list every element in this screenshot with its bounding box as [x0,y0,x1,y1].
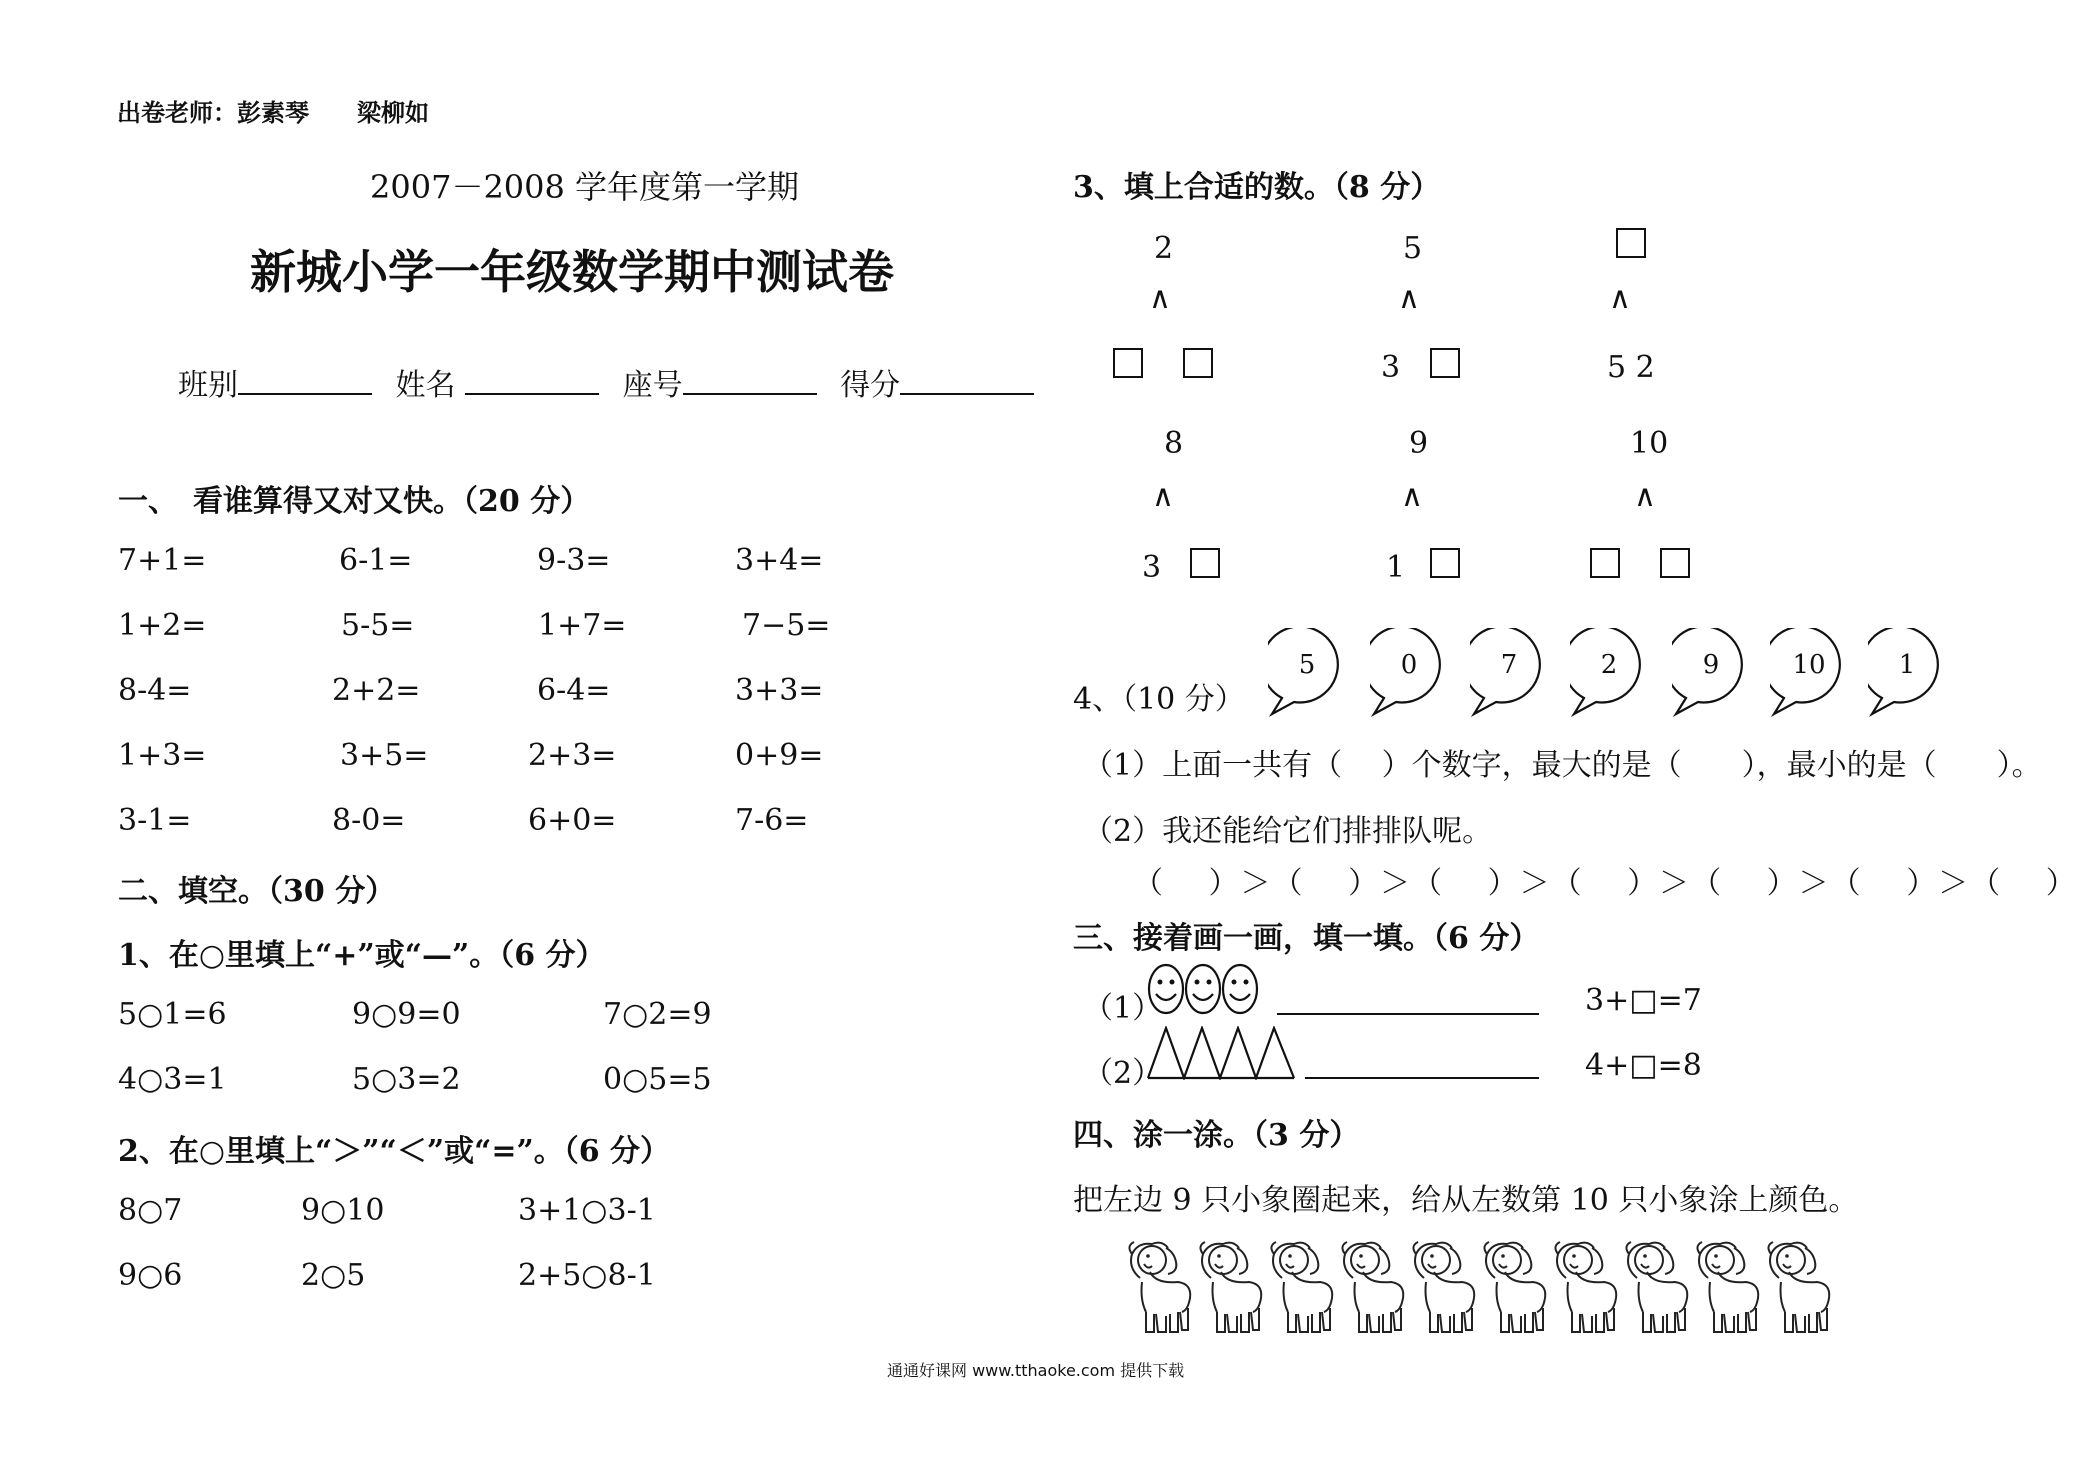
q2-item: 2+5○8-1 [518,1258,656,1293]
answer-box[interactable] [1190,548,1220,578]
row-2-equation: 4+□=8 [1585,1048,1702,1083]
q1-item: 7○2=9 [603,997,712,1032]
draw-line-2[interactable] [1305,1077,1539,1079]
calc-item: 9-3= [537,543,611,578]
elephant-icon[interactable] [1193,1238,1265,1338]
bubble-number: 2 [1600,650,1618,680]
q2-title: 2、在○里填上“＞”“＜”或“=”。（6 分） [118,1134,671,1169]
tree-branch: ∧ [1398,281,1420,316]
answer-box[interactable] [1660,548,1690,578]
q4-line-1: （1）上面一共有（ ）个数字，最大的是（ ），最小的是（ ）。 [1083,748,2042,783]
elephant-icon[interactable] [1406,1238,1478,1338]
tree-branch: ∧ [1152,479,1174,514]
q1-item: 0○5=5 [603,1062,712,1097]
elephant-icon[interactable] [1477,1238,1549,1338]
semester: 2007－2008 学年度第一学期 [370,168,800,206]
number-bubble [1770,628,1848,706]
authors: 出卷老师：彭素琴 梁柳如 [117,99,429,127]
elephant-icon[interactable] [1619,1238,1691,1338]
elephant-icon[interactable] [1690,1238,1762,1338]
tree-bottom: 1 [1386,550,1406,585]
score-label: 得分 [840,368,901,403]
calc-item: 1+2= [118,608,207,643]
number-bubble [1672,628,1750,706]
q1-item: 5○1=6 [118,997,227,1032]
draw-line-1[interactable] [1277,1013,1539,1015]
answer-box[interactable] [1430,348,1460,378]
calc-item: 0+9= [735,738,824,773]
q2-item: 8○7 [118,1193,183,1228]
section-2-title: 二、填空。（30 分） [118,874,396,909]
elephant-icon[interactable] [1761,1238,1833,1338]
tree-top: 2 [1154,231,1174,266]
smiley-faces-icon [1146,962,1266,1016]
page-title: 新城小学一年级数学期中测试卷 [250,245,894,299]
tree-branch: ∧ [1149,281,1171,316]
seat-label: 座号 [622,368,683,403]
q1-title: 1、在○里填上“+”或“—”。（6 分） [118,938,606,973]
elephant-icon[interactable] [1548,1238,1620,1338]
q1-item: 9○9=0 [352,997,461,1032]
elephant-icon[interactable] [1335,1238,1407,1338]
calc-item: 6-4= [537,673,611,708]
bubble-number: 10 [1792,650,1826,680]
footer: 通通好课网 www.tthaoke.com 提供下载 [887,1361,1185,1380]
class-blank[interactable] [238,393,372,395]
answer-box[interactable] [1430,548,1460,578]
tree-top: 9 [1409,426,1429,461]
q2-item: 9○10 [301,1193,385,1228]
calc-item: 1+3= [118,738,207,773]
calc-item: 3+4= [735,543,824,578]
section-1-title: 一、 看谁算得又对又快。（20 分） [118,484,591,519]
calc-item: 6-1= [339,543,413,578]
row-2-label: （2） [1083,1056,1163,1091]
bubble-number: 7 [1500,650,1518,680]
q2-item: 2○5 [301,1258,366,1293]
number-bubble [1370,628,1448,706]
class-label: 班别 [178,368,238,403]
calc-item: 8-0= [332,803,406,838]
calc-item: 1+7= [538,608,627,643]
bubble-number: 9 [1702,650,1720,680]
calc-item: 2+3= [528,738,617,773]
calc-item: 6+0= [528,803,617,838]
calc-item: 7-6= [735,803,809,838]
tree-top: 8 [1164,426,1184,461]
tree-branch: ∧ [1401,479,1423,514]
tree-bottom: 3 [1381,350,1401,385]
q4-label: 4、（10 分） [1073,682,1245,717]
section-3-title: 三、接着画一画，填一填。（6 分） [1073,921,1540,956]
score-blank[interactable] [900,393,1034,395]
row-1-label: （1） [1083,991,1163,1026]
bubble-number: 0 [1400,650,1418,680]
answer-box[interactable] [1616,228,1646,258]
q2-item: 3+1○3-1 [518,1193,656,1228]
calc-item: 5-5= [341,608,415,643]
bubble-number: 1 [1898,650,1916,680]
answer-box[interactable] [1590,548,1620,578]
number-bubble [1470,628,1548,706]
number-bubble [1570,628,1648,706]
triangles-icon [1146,1026,1298,1080]
calc-item: 7−5= [742,608,831,643]
name-blank[interactable] [465,393,599,395]
elephant-icon[interactable] [1122,1238,1194,1338]
section-4-title: 四、涂一涂。（3 分） [1073,1118,1360,1153]
tree-branch: ∧ [1609,281,1631,316]
row-1-equation: 3+□=7 [1585,983,1702,1018]
calc-item: 2+2= [332,673,421,708]
tree-top: 5 [1403,231,1423,266]
calc-item: 7+1= [118,543,207,578]
number-bubble [1268,628,1346,706]
bubble-number: 5 [1298,650,1316,680]
tree-bottom: 5 2 [1607,350,1655,385]
section-4-text: 把左边 9 只小象圈起来，给从左数第 10 只小象涂上颜色。 [1073,1183,1859,1218]
calc-item: 3-1= [118,803,192,838]
q3-title: 3、填上合适的数。（8 分） [1073,170,1441,205]
seat-blank[interactable] [683,393,817,395]
q1-item: 5○3=2 [352,1062,461,1097]
calc-item: 3+3= [735,673,824,708]
q4-line-2: （2）我还能给它们排排队呢。 [1083,814,1493,849]
q1-item: 4○3=1 [118,1062,227,1097]
tree-bottom: 3 [1142,550,1162,585]
q2-item: 9○6 [118,1258,183,1293]
calc-item: 8-4= [118,673,192,708]
q4-line-3: （ ）＞（ ）＞（ ）＞（ ）＞（ ）＞（ ）＞（ ） [1133,866,2078,901]
tree-branch: ∧ [1634,479,1656,514]
calc-item: 3+5= [340,738,429,773]
elephant-icon[interactable] [1264,1238,1336,1338]
answer-box[interactable] [1113,348,1143,378]
info-line [178,360,1034,404]
answer-box[interactable] [1183,348,1213,378]
number-bubble [1868,628,1946,706]
tree-top: 10 [1630,426,1669,461]
name-label: 姓名 [395,368,456,403]
